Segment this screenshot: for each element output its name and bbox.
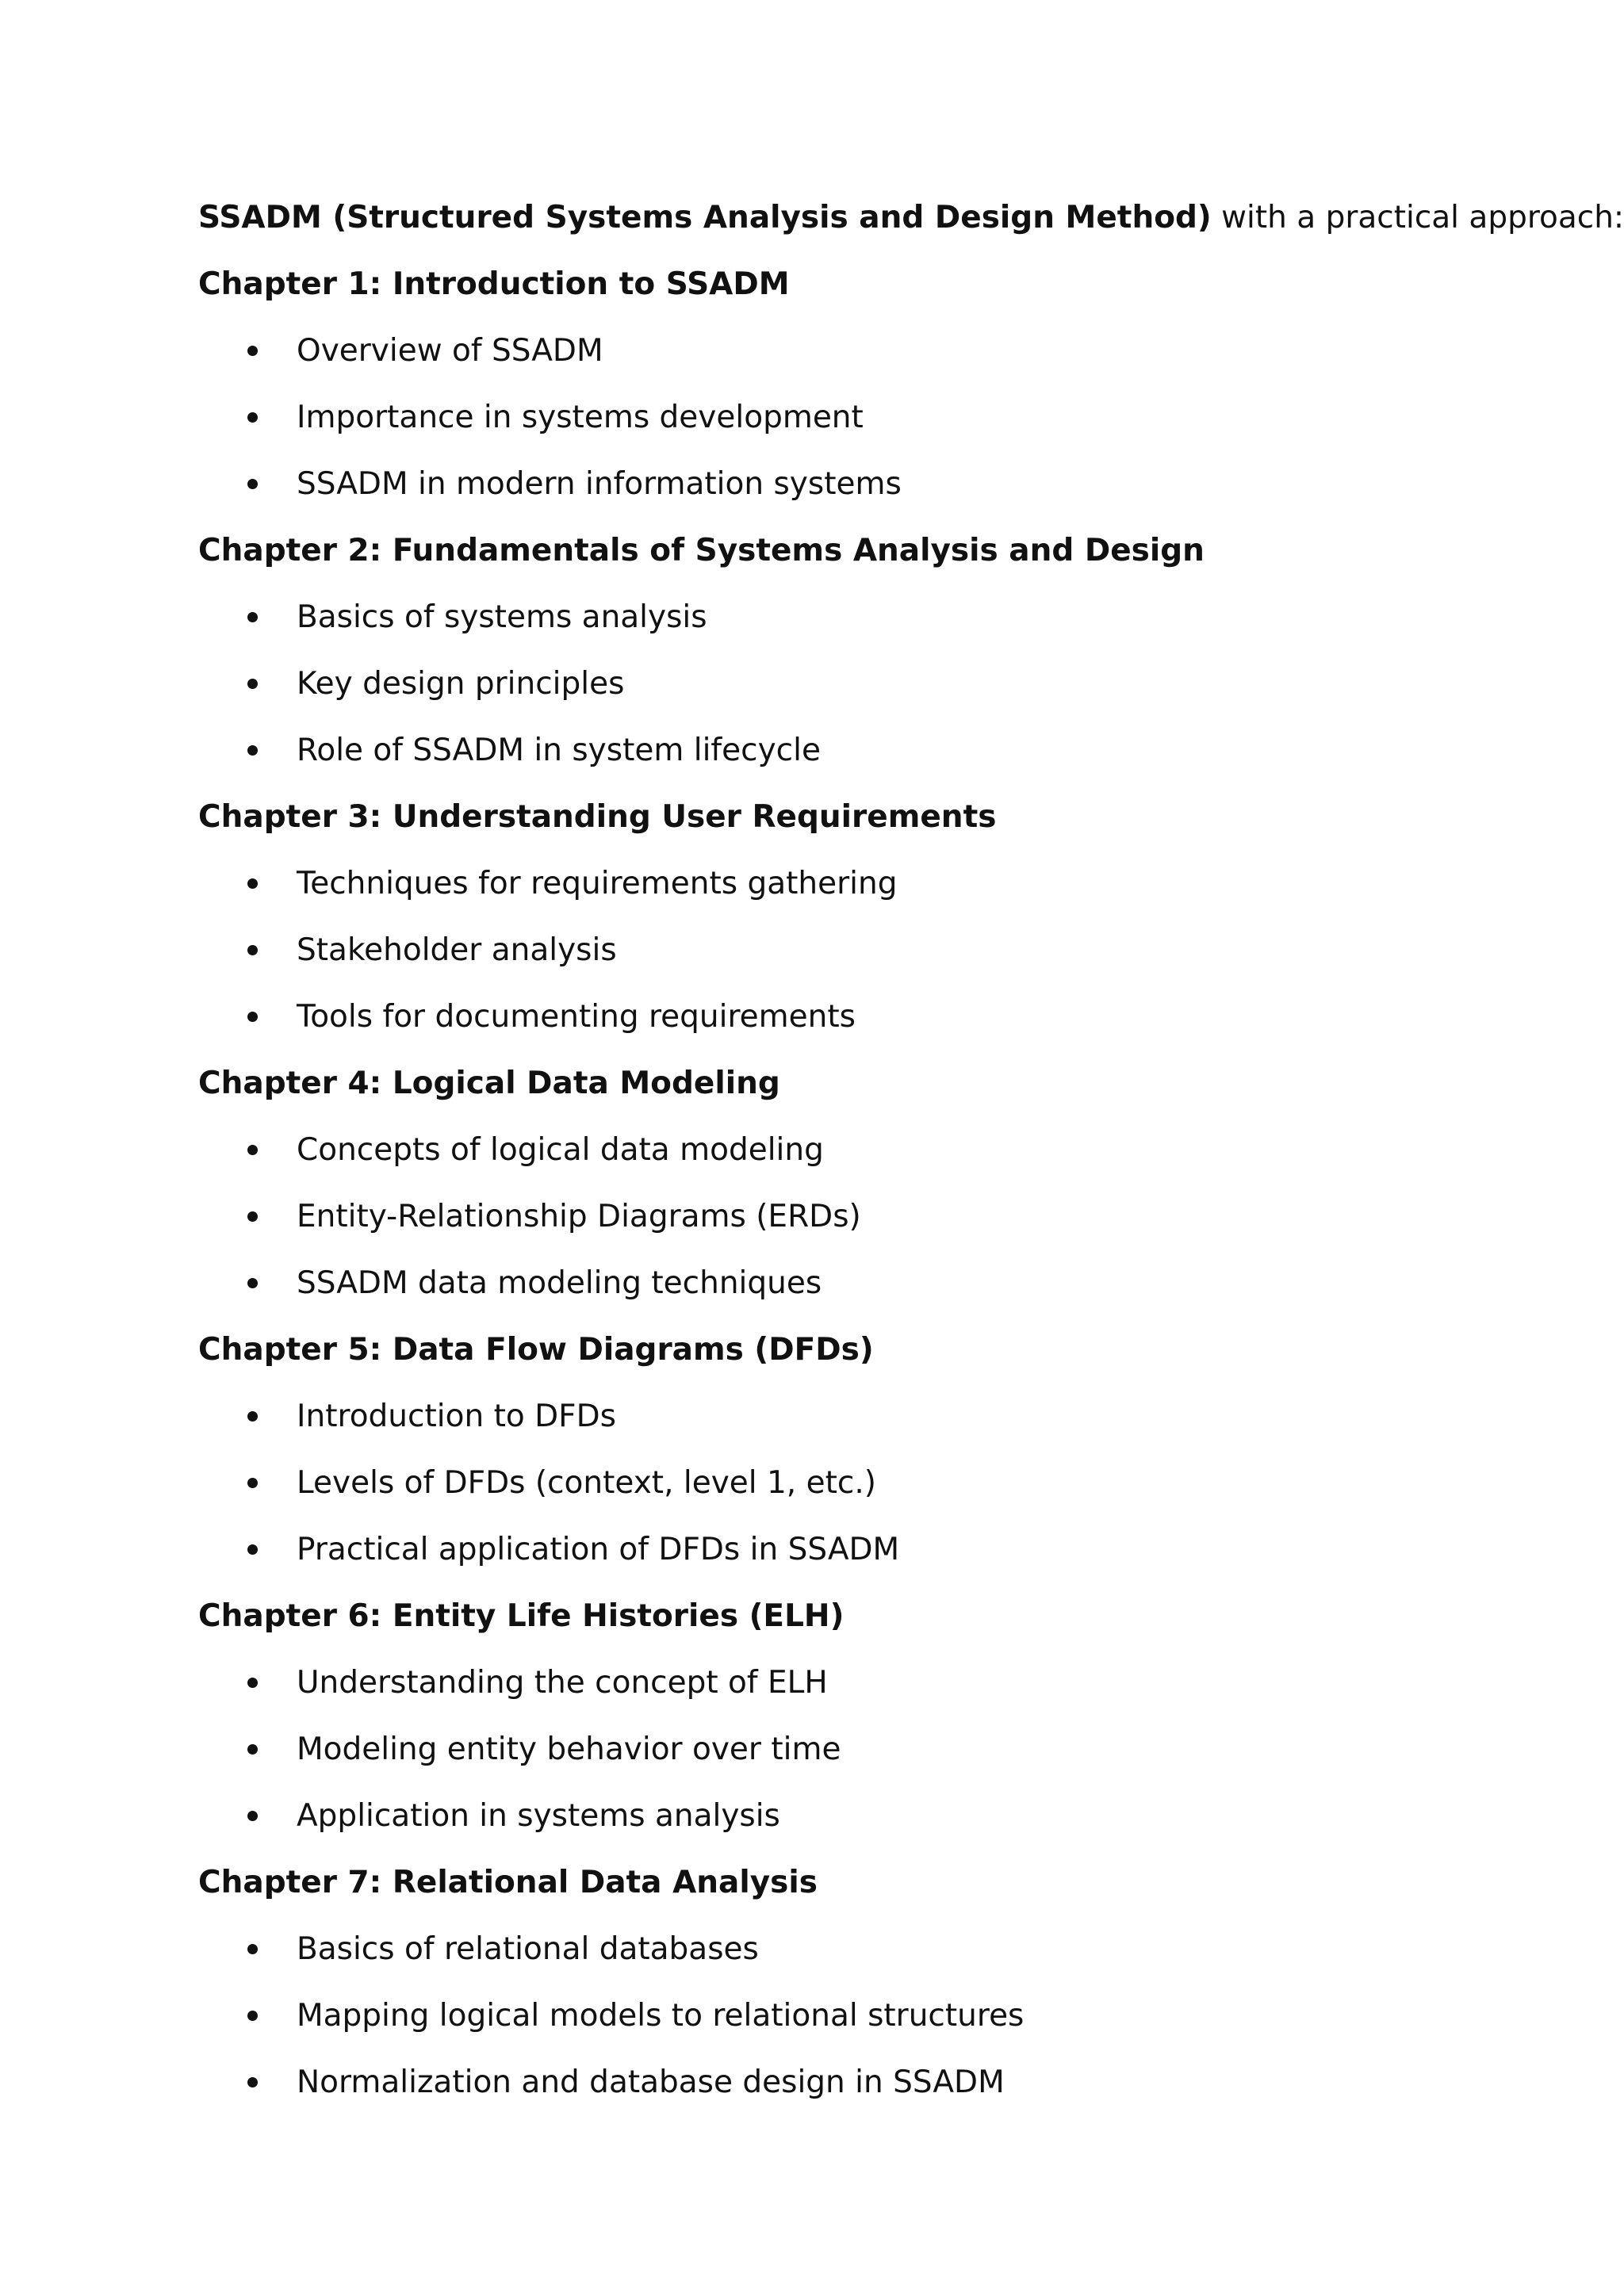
chapter-title: Chapter 7: Relational Data Analysis xyxy=(198,1865,818,1900)
bullet-icon xyxy=(247,1544,258,1555)
list-item-text: Overview of SSADM xyxy=(297,333,603,369)
bullet-list xyxy=(198,1663,1546,1863)
chapter-3 xyxy=(198,798,1546,1064)
list-item xyxy=(198,731,1546,798)
bullet-list xyxy=(198,598,1546,798)
list-item xyxy=(198,1264,1546,1330)
chapter-title: Chapter 2: Fundamentals of Systems Analysis and Design xyxy=(198,533,1205,568)
bullet-icon xyxy=(247,1678,258,1688)
bullet-icon xyxy=(247,945,258,955)
list-item-text: Levels of DFDs (context, level 1, etc.) xyxy=(297,1465,876,1501)
list-item-text: Tools for documenting requirements xyxy=(297,999,856,1035)
bullet-icon xyxy=(247,612,258,622)
bullet-icon xyxy=(247,1211,258,1222)
list-item xyxy=(198,1930,1546,1996)
chapter-4 xyxy=(198,1064,1546,1330)
bullet-icon xyxy=(247,1744,258,1755)
chapter-5 xyxy=(198,1330,1546,1597)
intro-paragraph xyxy=(198,198,1624,238)
bullet-icon xyxy=(247,878,258,889)
list-item-text: Normalization and database design in SSADM xyxy=(297,2064,1005,2100)
list-item xyxy=(198,864,1546,931)
intro-rest-text: with a practical approach: xyxy=(1211,200,1624,235)
bullet-icon xyxy=(247,679,258,689)
list-item-text: Basics of relational databases xyxy=(297,1931,759,1967)
list-item xyxy=(198,1730,1546,1797)
list-item-text: Practical application of DFDs in SSADM xyxy=(297,1532,900,1567)
list-item-text: Modeling entity behavior over time xyxy=(297,1732,841,1767)
list-item xyxy=(198,2063,1546,2130)
chapter-6 xyxy=(198,1597,1546,1863)
bullet-list xyxy=(198,331,1546,531)
chapter-title: Chapter 3: Understanding User Requirements xyxy=(198,799,997,835)
list-item xyxy=(198,1197,1546,1264)
bullet-icon xyxy=(247,2011,258,2021)
list-item-text: Techniques for requirements gathering xyxy=(297,866,898,901)
list-item xyxy=(198,1131,1546,1197)
list-item xyxy=(198,1797,1546,1863)
list-item xyxy=(198,1397,1546,1464)
bullet-icon xyxy=(247,346,258,356)
list-item xyxy=(198,598,1546,664)
list-item-text: Introduction to DFDs xyxy=(297,1399,616,1434)
list-item xyxy=(198,398,1546,465)
bullet-list xyxy=(198,1131,1546,1330)
list-item-text: SSADM data modeling techniques xyxy=(297,1265,822,1301)
list-item-text: Stakeholder analysis xyxy=(297,932,617,968)
chapter-title: Chapter 6: Entity Life Histories (ELH) xyxy=(198,1598,845,1634)
bullet-list xyxy=(198,864,1546,1064)
chapter-title: Chapter 5: Data Flow Diagrams (DFDs) xyxy=(198,1332,874,1368)
list-item xyxy=(198,997,1546,1064)
list-item-text: Importance in systems development xyxy=(297,400,864,435)
list-item xyxy=(198,664,1546,731)
list-item-text: Basics of systems analysis xyxy=(297,599,707,635)
bullet-icon xyxy=(247,1145,258,1155)
bullet-list xyxy=(198,1930,1546,2130)
bullet-list xyxy=(198,1397,1546,1597)
list-item-text: Concepts of logical data modeling xyxy=(297,1132,824,1168)
list-item xyxy=(198,1530,1546,1597)
list-item-text: Role of SSADM in system lifecycle xyxy=(297,733,821,768)
chapter-2 xyxy=(198,531,1546,798)
list-item xyxy=(198,1464,1546,1530)
bullet-icon xyxy=(247,1944,258,1954)
list-item-text: Application in systems analysis xyxy=(297,1798,780,1834)
list-item-text: SSADM in modern information systems xyxy=(297,466,902,502)
bullet-icon xyxy=(247,2077,258,2087)
list-item xyxy=(198,1663,1546,1730)
bullet-icon xyxy=(247,1478,258,1488)
bullet-icon xyxy=(247,479,258,489)
bullet-icon xyxy=(247,412,258,423)
list-item-text: Key design principles xyxy=(297,666,625,702)
list-item-text: Understanding the concept of ELH xyxy=(297,1665,828,1701)
chapter-title: Chapter 4: Logical Data Modeling xyxy=(198,1066,780,1101)
bullet-icon xyxy=(247,745,258,756)
list-item-text: Mapping logical models to relational structures xyxy=(297,1998,1025,2034)
intro-bold-text: SSADM (Structured Systems Analysis and Design Method) xyxy=(198,200,1212,235)
bullet-icon xyxy=(247,1411,258,1422)
list-item xyxy=(198,331,1546,398)
list-item xyxy=(198,1996,1546,2063)
list-item xyxy=(198,465,1546,531)
chapter-7 xyxy=(198,1863,1546,2130)
chapter-title: Chapter 1: Introduction to SSADM xyxy=(198,266,790,302)
bullet-icon xyxy=(247,1012,258,1022)
list-item-text: Entity-Relationship Diagrams (ERDs) xyxy=(297,1199,861,1234)
list-item xyxy=(198,931,1546,997)
chapter-1 xyxy=(198,265,1546,531)
bullet-icon xyxy=(247,1278,258,1288)
bullet-icon xyxy=(247,1811,258,1821)
